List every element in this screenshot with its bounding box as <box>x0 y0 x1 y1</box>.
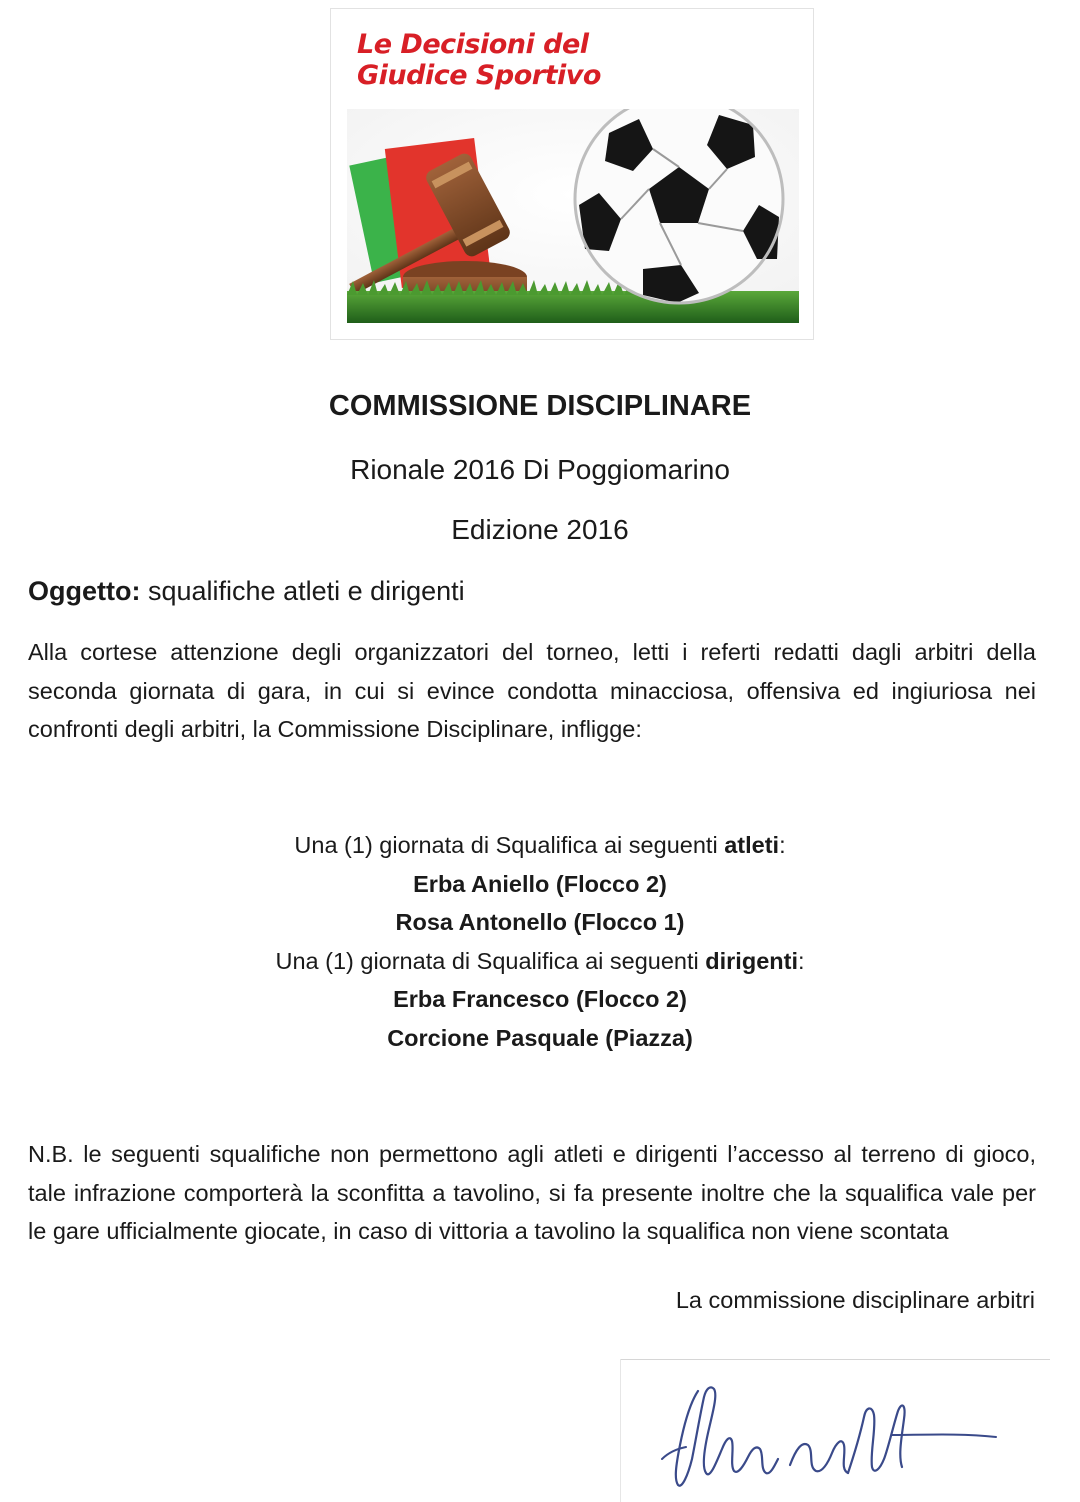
athletes-colon: : <box>779 832 786 858</box>
subject-label: Oggetto: <box>28 576 141 606</box>
logo-title-line2: Giudice Sportivo <box>357 60 601 91</box>
signature-divider <box>620 1359 1050 1360</box>
sanctions-list <box>0 826 1080 1057</box>
logo-title-line1: Le Decisioni del <box>357 29 589 60</box>
tournament-name: Rionale 2016 Di Poggiomarino <box>350 454 730 485</box>
note-paragraph: N.B. le seguenti squalifiche non permettono agli atleti e dirigenti l’accesso al terreno di gioco, tale infrazione comporterà la sconfitta a tavolino, si fa presente inoltre che la squalifica vale per le gare ufficialmente giocate, in caso di vittoria a tavolino la squalifica non viene scontata <box>28 1141 1036 1244</box>
managers-colon: : <box>797 947 805 974</box>
document-title: COMMISSIONE DISCIPLINARE <box>328 390 752 422</box>
manager-item: Erba Francesco (Flocco 2) <box>393 986 687 1012</box>
athletes-heading <box>0 826 1080 865</box>
managers-intro: Una (1) giornata di Squalifica ai seguenti <box>275 947 706 974</box>
athletes-intro: Una (1) giornata di Squalifica ai seguenti <box>294 832 725 858</box>
logo <box>330 8 814 340</box>
subject-text: squalifiche atleti e dirigenti <box>148 576 465 606</box>
athlete-item: Erba Aniello (Flocco 2) <box>413 870 667 897</box>
managers-heading <box>0 942 1080 981</box>
managers-word: dirigenti <box>705 947 798 974</box>
edition: Edizione 2016 <box>451 514 629 545</box>
logo-artwork <box>347 109 799 323</box>
athlete-item: Rosa Antonello (Flocco 1) <box>395 909 685 935</box>
intro-paragraph: Alla cortese attenzione degli organizzatori del torneo, letti i referti redatti dagli arbitri della seconda giornata di gara, in cui si evince condotta minacciosa, offensiva ed ingiuriosa nei confronti degli arbitri, la Commissione Disciplinare, infligge: <box>28 639 1036 742</box>
logo-title <box>357 29 601 91</box>
handwritten-signature <box>660 1375 1000 1495</box>
manager-item: Corcione Pasquale (Piazza) <box>387 1024 693 1051</box>
soccer-ball-icon <box>575 109 783 303</box>
subject-line <box>28 576 465 607</box>
closing-signoff: La commissione disciplinare arbitri <box>675 1287 1035 1313</box>
signature-divider-vertical <box>620 1359 621 1502</box>
athletes-word: atleti <box>724 832 780 858</box>
